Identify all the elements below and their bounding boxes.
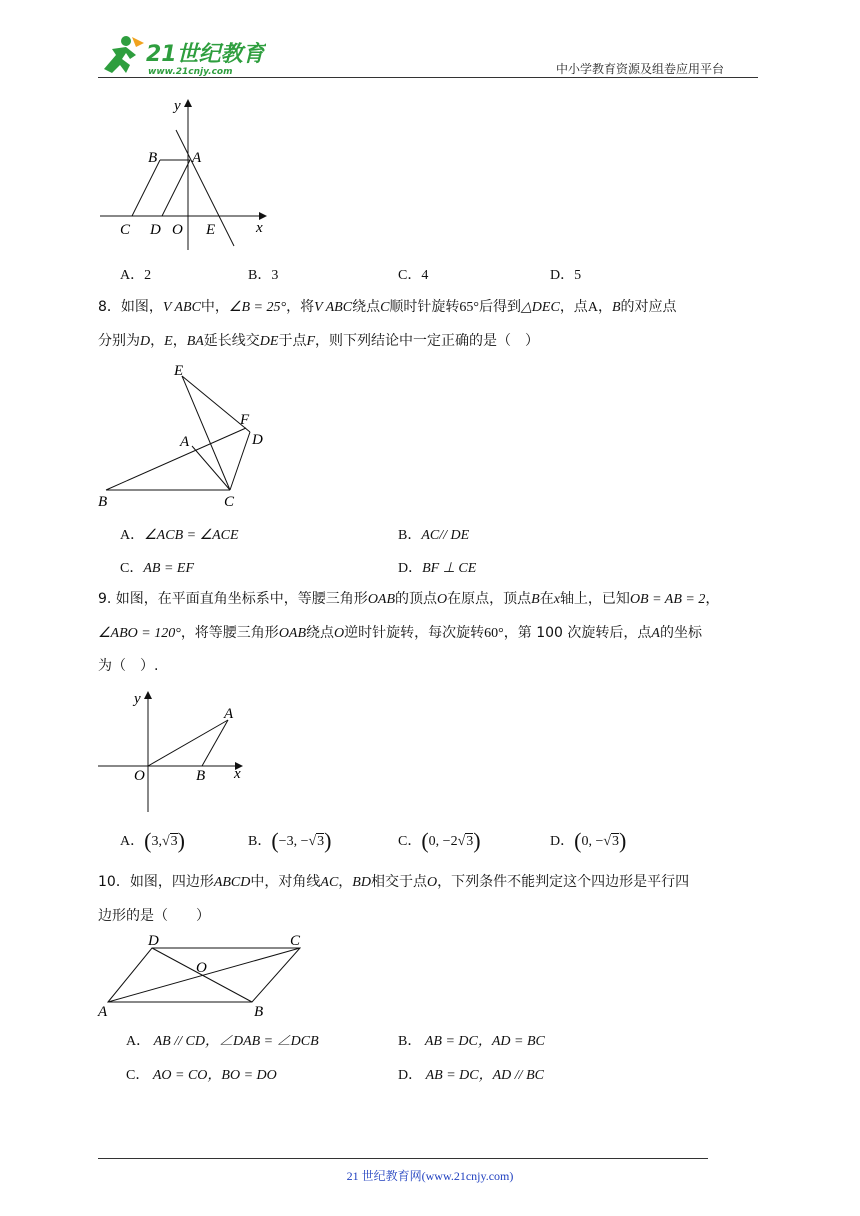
q7-label-E: E bbox=[206, 222, 216, 238]
math: △DEC bbox=[521, 300, 560, 315]
option-letter: C． bbox=[398, 268, 422, 283]
q8-stem-line2 bbox=[98, 331, 539, 352]
math: B bbox=[531, 592, 540, 607]
option-value: ∠ACB = ∠ACE bbox=[144, 528, 239, 543]
text: 于点 bbox=[278, 333, 307, 349]
paren-right: ) bbox=[619, 828, 627, 853]
option-letter: D． bbox=[398, 1068, 423, 1083]
math: ABCD bbox=[213, 875, 251, 890]
sqrt-sign: √ bbox=[457, 834, 466, 849]
q8-segment-BF bbox=[106, 428, 246, 490]
q8-label-E: E bbox=[174, 363, 184, 379]
q8-option-a[interactable] bbox=[120, 524, 239, 544]
option-letter: B． bbox=[248, 834, 272, 849]
paren-left: ( bbox=[144, 828, 152, 853]
option-value: AB = EF bbox=[143, 561, 194, 576]
paren-left: ( bbox=[421, 828, 429, 853]
option-letter: A． bbox=[126, 1034, 151, 1049]
option-letter: B． bbox=[398, 528, 422, 543]
q10-option-b[interactable] bbox=[398, 1030, 545, 1050]
runner-icon bbox=[104, 36, 144, 73]
text: 绕点 bbox=[352, 299, 381, 315]
q10-stem-line2 bbox=[98, 906, 210, 926]
option-value: 5 bbox=[574, 268, 582, 283]
q9-label-x: x bbox=[234, 766, 241, 782]
text: ， bbox=[172, 333, 187, 349]
math: BD bbox=[352, 875, 371, 890]
option-value: −3, − bbox=[278, 834, 309, 849]
q10-label-A: A bbox=[98, 1004, 108, 1018]
footer-divider bbox=[98, 1158, 708, 1159]
option-value: AO = CO，BO = DO bbox=[152, 1068, 277, 1083]
text: 的顶点 bbox=[395, 591, 438, 607]
sqrt-sign: √ bbox=[603, 834, 612, 849]
text: ， bbox=[338, 874, 353, 890]
q7-option-c[interactable] bbox=[398, 264, 428, 284]
q8-segment-AC bbox=[192, 446, 230, 490]
text: 10．如图，四边形 bbox=[98, 874, 214, 890]
q8-stem-line1 bbox=[98, 297, 677, 318]
q9-option-c[interactable] bbox=[398, 828, 481, 854]
option-letter: C． bbox=[126, 1068, 150, 1083]
math: OAB bbox=[278, 626, 307, 641]
option-value: 2 bbox=[144, 268, 152, 283]
text: 9. 如图，在平面直角坐标系中，等腰三角形 bbox=[98, 591, 368, 607]
text: 的对应点 bbox=[620, 299, 677, 315]
q8-option-b[interactable] bbox=[398, 524, 469, 544]
q9-label-O: O bbox=[134, 768, 145, 784]
math: O bbox=[426, 875, 438, 890]
option-value: 4 bbox=[421, 268, 429, 283]
q7-segment-CB bbox=[132, 160, 160, 216]
text: ，下列条件不能判定这个四边形是平行四 bbox=[437, 874, 690, 890]
option-radicand: 3 bbox=[170, 834, 178, 849]
q8-label-D: D bbox=[252, 432, 263, 448]
option-letter: C． bbox=[120, 561, 144, 576]
q8-label-F: F bbox=[240, 412, 250, 428]
text: 的坐标 bbox=[659, 625, 702, 641]
q10-label-B: B bbox=[254, 1004, 264, 1018]
q7-label-O: O bbox=[172, 222, 183, 238]
q7-label-A: A bbox=[192, 150, 202, 166]
math: OAB bbox=[367, 592, 396, 607]
math: A bbox=[651, 626, 660, 641]
option-value: AB = DC，AD = BC bbox=[424, 1034, 545, 1049]
option-radicand: 3 bbox=[612, 834, 620, 849]
q9-label-A: A bbox=[224, 706, 234, 722]
q7-label-x: x bbox=[256, 220, 263, 236]
q8-option-c[interactable] bbox=[120, 557, 194, 577]
text: 在原点，顶点 bbox=[447, 591, 532, 607]
q10-label-D: D bbox=[148, 933, 159, 949]
footer-link[interactable]: 21 世纪教育网(www.21cnjy.com) bbox=[346, 1169, 514, 1183]
option-radicand: 3 bbox=[466, 834, 474, 849]
q7-label-D: D bbox=[150, 222, 161, 238]
text: ， bbox=[597, 299, 612, 315]
text: 相交于点 bbox=[370, 874, 427, 890]
q7-label-C: C bbox=[120, 222, 131, 238]
question-number: 8． bbox=[98, 299, 121, 315]
option-letter: D． bbox=[550, 268, 575, 283]
text: 中， bbox=[200, 299, 229, 315]
text: 绕点 bbox=[306, 625, 335, 641]
paren-left: ( bbox=[271, 828, 279, 853]
option-letter: B． bbox=[248, 268, 272, 283]
math: B bbox=[611, 300, 621, 315]
q9-stem-line1 bbox=[98, 589, 719, 610]
sqrt-sign: √ bbox=[308, 834, 317, 849]
q8-figure bbox=[96, 360, 276, 510]
text: 边形的是（ ） bbox=[98, 908, 210, 924]
text: ，第 100 次旋转后，点 bbox=[503, 625, 652, 641]
text: ，将 bbox=[286, 299, 315, 315]
math: V ABC bbox=[162, 300, 201, 315]
text: 为（ ）. bbox=[98, 658, 159, 674]
option-letter: D． bbox=[398, 561, 423, 576]
text: 中，对角线 bbox=[250, 874, 321, 890]
q7-line-AE bbox=[176, 130, 234, 246]
math: AC bbox=[320, 875, 339, 890]
q8-segment-DC bbox=[230, 432, 250, 490]
option-letter: D． bbox=[550, 834, 575, 849]
option-value: 0, −2 bbox=[428, 834, 458, 849]
platform-title: 中小学教育资源及组卷应用平台 bbox=[556, 62, 725, 76]
q10-label-C: C bbox=[290, 933, 301, 949]
math: x bbox=[553, 592, 560, 607]
math: C bbox=[380, 300, 390, 315]
option-value: AB = DC，AD // BC bbox=[425, 1068, 544, 1083]
option-letter: A． bbox=[120, 528, 145, 543]
option-radicand: 3 bbox=[317, 834, 325, 849]
header-divider bbox=[98, 77, 758, 78]
q8-label-A: A bbox=[180, 434, 190, 450]
math: E bbox=[164, 334, 173, 349]
math: O bbox=[334, 626, 345, 641]
q9-stem-line3 bbox=[98, 656, 158, 676]
math: D bbox=[140, 334, 151, 349]
text: 分别为 bbox=[98, 333, 140, 349]
logo-url: www.21cnjy.com bbox=[148, 67, 233, 77]
option-letter: A． bbox=[120, 834, 145, 849]
text: ，将等腰三角形 bbox=[180, 625, 279, 641]
q10-stem-line1 bbox=[98, 872, 689, 893]
q7-option-b[interactable] bbox=[248, 264, 278, 284]
text: 在 bbox=[539, 591, 554, 607]
option-value: AC// DE bbox=[421, 528, 470, 543]
q10-option-c[interactable] bbox=[126, 1064, 277, 1084]
option-value: AB // CD，∠DAB = ∠DCB bbox=[153, 1034, 319, 1049]
option-letter: B． bbox=[398, 1034, 422, 1049]
paren-right: ) bbox=[177, 828, 185, 853]
paren-right: ) bbox=[324, 828, 332, 853]
q9-figure bbox=[96, 686, 256, 816]
option-letter: A． bbox=[120, 268, 145, 283]
math: 65° bbox=[459, 300, 480, 315]
q10-label-O: O bbox=[196, 960, 207, 976]
sqrt-sign: √ bbox=[161, 834, 170, 849]
q10-figure bbox=[96, 928, 316, 1018]
q10-option-a[interactable] bbox=[126, 1030, 319, 1050]
q9-segment-OA bbox=[148, 720, 228, 766]
math: 60° bbox=[484, 626, 504, 641]
q9-stem-line2 bbox=[98, 623, 702, 644]
math: A bbox=[587, 300, 598, 315]
option-letter: C． bbox=[398, 834, 422, 849]
math: OB = AB = 2 bbox=[629, 592, 706, 607]
q9-label-B: B bbox=[196, 768, 206, 784]
q7-figure bbox=[96, 94, 276, 254]
math: ∠B = 25° bbox=[228, 300, 287, 315]
logo-main: 21世纪教育 bbox=[146, 42, 265, 67]
text: 逆时针旋转，每次旋转 bbox=[344, 625, 485, 641]
text: 延长线交 bbox=[203, 333, 260, 349]
option-value: 3 bbox=[271, 268, 279, 283]
q9-option-d[interactable] bbox=[550, 828, 626, 854]
math: ∠ABO = 120° bbox=[98, 626, 181, 641]
text: ， bbox=[150, 333, 165, 349]
q7-option-a[interactable] bbox=[120, 264, 151, 284]
math: BA bbox=[186, 334, 204, 349]
q8-label-B: B bbox=[98, 494, 108, 510]
q7-segment-DA bbox=[162, 160, 190, 216]
q9-label-y: y bbox=[134, 691, 141, 707]
text: 顺时针旋转 bbox=[389, 299, 460, 315]
q10-option-d[interactable] bbox=[398, 1064, 544, 1084]
option-value: BF ⊥ CE bbox=[422, 561, 477, 576]
text: ， bbox=[705, 591, 720, 607]
q7-option-d[interactable] bbox=[550, 264, 581, 284]
math: DE bbox=[259, 334, 279, 349]
q9-option-a[interactable] bbox=[120, 828, 185, 854]
q9-option-b[interactable] bbox=[248, 828, 331, 854]
q8-option-d[interactable] bbox=[398, 557, 476, 577]
q7-label-y: y bbox=[174, 98, 181, 114]
text: ，则下列结论中一定正确的是（ ） bbox=[315, 333, 540, 349]
text: 轴上，已知 bbox=[559, 591, 630, 607]
text: 如图， bbox=[120, 299, 163, 315]
text: ，点 bbox=[559, 299, 588, 315]
math: F bbox=[306, 334, 316, 349]
paren-right: ) bbox=[473, 828, 481, 853]
math: V ABC bbox=[314, 300, 353, 315]
site-logo bbox=[96, 33, 266, 77]
option-value: 0, − bbox=[581, 834, 604, 849]
q7-label-B: B bbox=[148, 150, 158, 166]
text: 后得到 bbox=[479, 299, 522, 315]
math: O bbox=[437, 592, 448, 607]
q8-label-C: C bbox=[224, 494, 235, 510]
option-value: 3, bbox=[151, 834, 162, 849]
q8-segment-EC bbox=[182, 376, 230, 490]
paren-left: ( bbox=[574, 828, 582, 853]
